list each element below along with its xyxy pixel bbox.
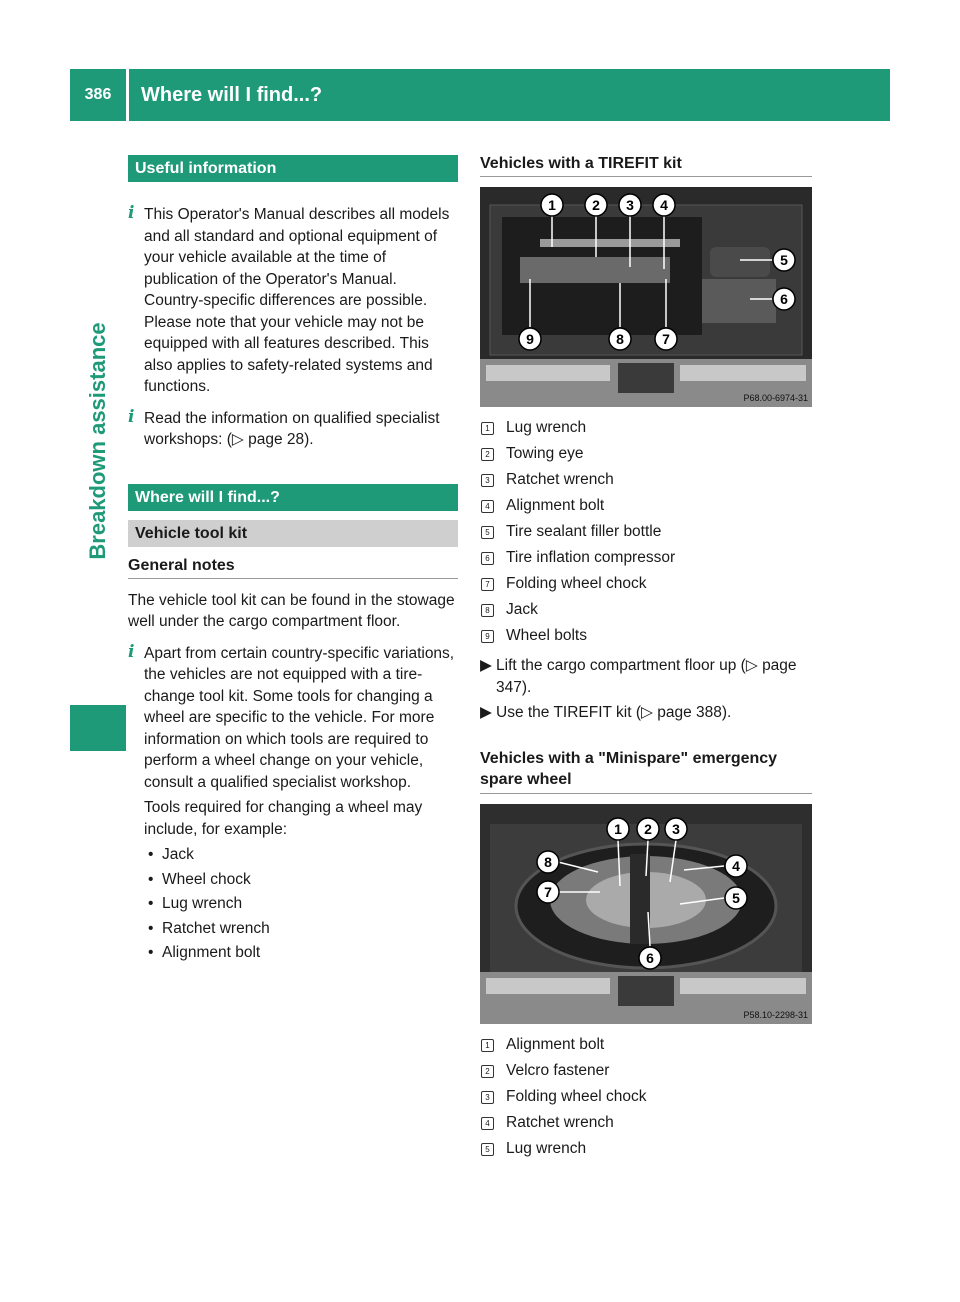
callout-7 [655, 328, 677, 350]
legend-item: 6 Tire inflation compressor [480, 545, 812, 571]
info-note-1-text: This Operator's Manual describes all models and all standard and optional equipment of your vehicle available at the time of publication of the Operator's Manual. Country-specific differences are possible. Please note that your vehicle may not be equipped with all features described. This also applies to safety-related systems and functions. [144, 206, 450, 395]
callout-2 [637, 818, 659, 840]
legend-item: 2 Velcro fastener [480, 1058, 812, 1084]
right-column [480, 155, 812, 1162]
page-title: Where will I find...? [141, 83, 323, 106]
svg-text:9: 9 [526, 331, 534, 347]
tirefit-legend [480, 415, 812, 649]
callout-5 [725, 887, 747, 909]
callout-1 [607, 818, 629, 840]
info-note-2 [128, 408, 458, 451]
svg-text:3: 3 [672, 820, 680, 837]
svg-text:5: 5 [780, 252, 788, 268]
callout-8 [609, 328, 631, 350]
side-tab [70, 131, 126, 751]
legend-item: 5 Lug wrench [480, 1136, 812, 1162]
general-notes-text: The vehicle tool kit can be found in the stowage well under the cargo compartment floor. [128, 591, 455, 630]
svg-text:7: 7 [544, 883, 552, 900]
tirefit-heading: Vehicles with a TIREFIT kit [480, 155, 812, 177]
action-step-2 [480, 702, 812, 724]
svg-text:4: 4 [660, 197, 668, 213]
list-item: • Wheel chock [144, 869, 458, 891]
legend-item: 5 Tire sealant filler bottle [480, 519, 812, 545]
legend-item: 8 Jack [480, 597, 812, 623]
minispare-heading: Vehicles with a "Minispare" emergency spare wheel [480, 748, 812, 794]
info-icon: i [128, 406, 135, 427]
list-item: • Ratchet wrench [144, 918, 458, 940]
list-item: • Lug wrench [144, 893, 458, 915]
tirefit-kit-image [480, 187, 812, 407]
callout-4 [653, 194, 675, 216]
legend-item: 3 Folding wheel chock [480, 1084, 812, 1110]
legend-item: 7 Folding wheel chock [480, 571, 812, 597]
svg-text:8: 8 [616, 331, 624, 347]
action-step-1-text: Lift the cargo compartment floor up (▷ page 347). [496, 657, 797, 696]
info-note-3 [128, 643, 458, 794]
action-step-1 [480, 655, 812, 698]
info-note-3b: Tools required for changing a wheel may include, for example: [144, 799, 423, 838]
legend-item: 1 Lug wrench [480, 415, 812, 441]
svg-text:2: 2 [644, 820, 652, 837]
callout-2 [585, 194, 607, 216]
action-step-2-text: Use the TIREFIT kit (▷ page 388). [496, 704, 732, 721]
side-tab-marker [70, 705, 126, 751]
legend-item: 9 Wheel bolts [480, 623, 812, 649]
action-arrow-icon: ▶ [480, 657, 492, 674]
general-notes-heading: General notes [128, 557, 458, 579]
list-item: • Alignment bolt [144, 942, 458, 964]
callout-5 [773, 249, 795, 271]
svg-text:3: 3 [626, 197, 634, 213]
svg-text:5: 5 [732, 889, 740, 906]
image-code: P68.00-6974-31 [743, 393, 808, 403]
svg-text:7: 7 [662, 331, 670, 347]
svg-text:8: 8 [544, 853, 552, 870]
callout-9 [519, 328, 541, 350]
callout-8 [537, 851, 559, 873]
legend-item: 4 Ratchet wrench [480, 1110, 812, 1136]
svg-text:1: 1 [548, 197, 556, 213]
useful-info-heading: Useful information [128, 155, 458, 182]
list-item: • Jack [144, 844, 458, 866]
callout-6 [639, 947, 661, 969]
svg-text:6: 6 [780, 291, 788, 307]
callout-4 [725, 855, 747, 877]
svg-text:6: 6 [646, 949, 654, 966]
page-number: 386 [84, 86, 112, 103]
legend-item: 4 Alignment bolt [480, 493, 812, 519]
info-icon: i [128, 641, 135, 662]
info-icon: i [128, 203, 135, 223]
side-tab-label: Breakdown assistance [85, 322, 110, 560]
section-heading: Where will I find...? [128, 484, 458, 511]
action-arrow-icon: ▶ [480, 704, 492, 721]
callout-6 [773, 288, 795, 310]
legend-item: 1 Alignment bolt [480, 1032, 812, 1058]
callout-3 [619, 194, 641, 216]
svg-text:2: 2 [592, 197, 600, 213]
legend-item: 3 Ratchet wrench [480, 467, 812, 493]
header-divider [126, 69, 129, 121]
info-note-3-text: Apart from certain country-specific variations, the vehicles are not equipped with a tire-change tool kit. Some tools for changing a wheel are specific to the vehicle. For more information on which tools are required to perform a wheel change on your vehicle, consult a qualified specialist workshop. [144, 644, 455, 791]
minispare-image [480, 804, 812, 1024]
legend-item: 2 Towing eye [480, 441, 812, 467]
subsection-heading: Vehicle tool kit [128, 520, 458, 547]
info-note-2-text: Read the information on qualified specialist workshops: (▷ page 28). [144, 409, 440, 448]
callout-7 [537, 881, 559, 903]
minispare-legend [480, 1032, 812, 1162]
tool-bullet-list [128, 844, 458, 964]
svg-text:4: 4 [732, 857, 740, 874]
image-code: P58.10-2298-31 [743, 1009, 808, 1020]
svg-text:1: 1 [614, 820, 622, 837]
callout-3 [665, 818, 687, 840]
left-column [128, 155, 458, 964]
info-note-1 [128, 204, 458, 398]
callout-1 [541, 194, 563, 216]
